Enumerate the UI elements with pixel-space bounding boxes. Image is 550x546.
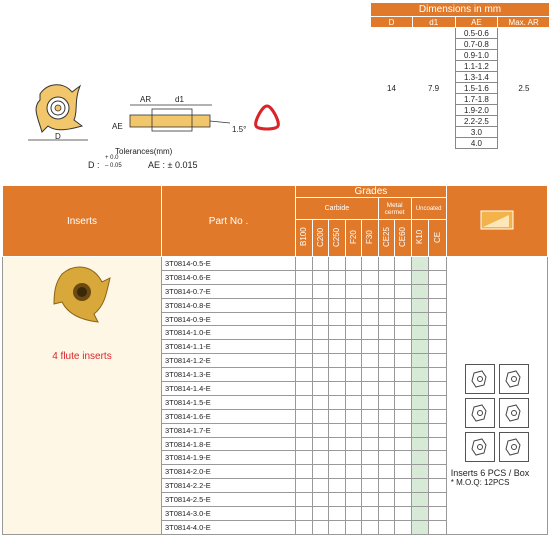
grade-cell bbox=[312, 409, 329, 423]
grade-cell bbox=[296, 326, 313, 340]
part-number-cell: 3T0814-4.0-E bbox=[161, 520, 295, 534]
grade-cell bbox=[345, 437, 362, 451]
grade-cell bbox=[395, 312, 412, 326]
grade-cell bbox=[296, 423, 313, 437]
dim-label-d1: d1 bbox=[175, 95, 184, 104]
grade-cell bbox=[312, 368, 329, 382]
grade-col-C250: C250 bbox=[329, 220, 346, 257]
dimensions-table bbox=[370, 2, 550, 149]
grade-cell bbox=[296, 520, 313, 534]
grade-cell bbox=[411, 507, 429, 521]
grade-cell bbox=[395, 493, 412, 507]
grade-cell bbox=[378, 312, 395, 326]
grade-cell bbox=[362, 423, 379, 437]
dim-label-AR: AR bbox=[140, 95, 152, 104]
dim-ae-value: 3.0 bbox=[455, 127, 498, 138]
grade-cell bbox=[296, 437, 313, 451]
grade-cell bbox=[345, 382, 362, 396]
grade-cell bbox=[395, 382, 412, 396]
grade-cell bbox=[378, 257, 395, 271]
grades-header: Grades bbox=[296, 186, 447, 198]
grade-cell bbox=[345, 520, 362, 534]
grade-cell bbox=[362, 368, 379, 382]
grade-cell bbox=[395, 340, 412, 354]
grade-cell bbox=[329, 451, 346, 465]
grade-cell bbox=[429, 451, 447, 465]
grade-cell bbox=[429, 382, 447, 396]
grade-cell bbox=[429, 298, 447, 312]
grade-cell bbox=[362, 382, 379, 396]
grade-cell bbox=[312, 312, 329, 326]
grade-cell bbox=[429, 409, 447, 423]
grade-cell bbox=[312, 298, 329, 312]
grade-cell bbox=[411, 437, 429, 451]
part-number-cell: 3T0814-0.9-E bbox=[161, 312, 295, 326]
insert-box-icon bbox=[465, 364, 495, 394]
grade-cell bbox=[329, 493, 346, 507]
grade-cell bbox=[378, 451, 395, 465]
grade-col-CE: CE bbox=[429, 220, 447, 257]
packaging-cell bbox=[446, 257, 547, 535]
grade-cell bbox=[329, 270, 346, 284]
grade-cell bbox=[296, 312, 313, 326]
grade-cell bbox=[429, 284, 447, 298]
dim-header-D: D bbox=[371, 17, 413, 28]
grade-cell bbox=[296, 507, 313, 521]
grade-cell bbox=[345, 298, 362, 312]
grade-cell bbox=[296, 284, 313, 298]
grade-cell bbox=[395, 257, 412, 271]
grade-cell bbox=[312, 437, 329, 451]
dim-ae-value: 1.1-1.2 bbox=[455, 61, 498, 72]
grade-cell bbox=[329, 507, 346, 521]
grade-cell bbox=[395, 270, 412, 284]
grade-cell bbox=[378, 409, 395, 423]
tolerance-D-minus: – 0.05 bbox=[105, 163, 122, 169]
grade-cell bbox=[312, 479, 329, 493]
grade-cell bbox=[345, 479, 362, 493]
dim-ae-value: 0.7-0.8 bbox=[455, 39, 498, 50]
grade-cell bbox=[329, 368, 346, 382]
grade-cell bbox=[378, 465, 395, 479]
grade-cell bbox=[429, 395, 447, 409]
grade-cell bbox=[411, 270, 429, 284]
dim-ae-value: 2.2-2.5 bbox=[455, 116, 498, 127]
grade-cell bbox=[429, 354, 447, 368]
grade-cell bbox=[296, 382, 313, 396]
grade-cell bbox=[362, 520, 379, 534]
grade-cell bbox=[345, 326, 362, 340]
grade-cell bbox=[411, 451, 429, 465]
grade-cell bbox=[411, 326, 429, 340]
grade-cell bbox=[378, 507, 395, 521]
grade-cell bbox=[345, 493, 362, 507]
grade-cell bbox=[395, 479, 412, 493]
packaging-text: Inserts 6 PCS / Box bbox=[450, 467, 530, 478]
grade-cell bbox=[329, 340, 346, 354]
grade-cell bbox=[429, 437, 447, 451]
grade-cell bbox=[329, 479, 346, 493]
grade-cell bbox=[296, 409, 313, 423]
part-number-cell: 3T0814-0.5-E bbox=[161, 257, 295, 271]
grade-cell bbox=[362, 270, 379, 284]
grade-cell bbox=[411, 423, 429, 437]
grade-cell bbox=[362, 507, 379, 521]
part-number-cell: 3T0814-1.3-E bbox=[161, 368, 295, 382]
grade-cell bbox=[345, 507, 362, 521]
insert-image-cell bbox=[3, 257, 162, 535]
grade-cell bbox=[378, 354, 395, 368]
grade-cell bbox=[296, 493, 313, 507]
grade-cell bbox=[345, 423, 362, 437]
part-number-cell: 3T0814-0.6-E bbox=[161, 270, 295, 284]
dim-header-max-ar: Max. AR bbox=[498, 17, 550, 28]
grade-cell bbox=[362, 437, 379, 451]
grade-cell bbox=[362, 312, 379, 326]
grade-cell bbox=[345, 270, 362, 284]
grade-cell bbox=[362, 409, 379, 423]
grade-cell bbox=[411, 395, 429, 409]
grade-cell bbox=[312, 354, 329, 368]
grade-cell bbox=[395, 409, 412, 423]
grade-cell bbox=[411, 340, 429, 354]
group-metal-cermet: Metal cermet bbox=[378, 198, 411, 220]
grade-cell bbox=[329, 520, 346, 534]
grade-cell bbox=[411, 354, 429, 368]
part-number-cell: 3T0814-1.5-E bbox=[161, 395, 295, 409]
grade-cell bbox=[296, 395, 313, 409]
grade-cell bbox=[429, 326, 447, 340]
grade-cell bbox=[378, 520, 395, 534]
grade-cell bbox=[378, 382, 395, 396]
grade-cell bbox=[429, 507, 447, 521]
grade-cell bbox=[329, 312, 346, 326]
grade-cell bbox=[345, 368, 362, 382]
dim-header-d1: d1 bbox=[413, 17, 456, 28]
grade-cell bbox=[362, 354, 379, 368]
grade-cell bbox=[329, 437, 346, 451]
grade-cell bbox=[296, 354, 313, 368]
dim-ae-value: 1.3-1.4 bbox=[455, 72, 498, 83]
tolerance-D-plus: + 0.0 bbox=[105, 155, 119, 161]
grade-cell bbox=[329, 284, 346, 298]
grade-cell bbox=[345, 284, 362, 298]
insert-box-icon bbox=[499, 364, 529, 394]
part-number-cell: 3T0814-1.9-E bbox=[161, 451, 295, 465]
grade-cell bbox=[312, 395, 329, 409]
grade-cell bbox=[395, 520, 412, 534]
inserts-table bbox=[2, 185, 548, 535]
part-number-cell: 3T0814-0.7-E bbox=[161, 284, 295, 298]
grade-cell bbox=[411, 257, 429, 271]
part-number-cell: 3T0814-3.0-E bbox=[161, 507, 295, 521]
grade-cell bbox=[429, 368, 447, 382]
part-number-cell: 3T0814-1.7-E bbox=[161, 423, 295, 437]
grade-cell bbox=[329, 382, 346, 396]
group-uncoated: Uncoated bbox=[411, 198, 446, 220]
part-number-cell: 3T0814-1.4-E bbox=[161, 382, 295, 396]
grade-cell bbox=[411, 312, 429, 326]
grade-cell bbox=[296, 257, 313, 271]
part-number-cell: 3T0814-2.5-E bbox=[161, 493, 295, 507]
grade-cell bbox=[312, 465, 329, 479]
grade-cell bbox=[312, 423, 329, 437]
grade-cell bbox=[296, 368, 313, 382]
grade-cell bbox=[362, 326, 379, 340]
group-carbide: Carbide bbox=[296, 198, 379, 220]
grade-cell bbox=[411, 465, 429, 479]
dim-label-D: D bbox=[55, 132, 61, 141]
grade-cell bbox=[345, 257, 362, 271]
grade-cell bbox=[362, 493, 379, 507]
grade-cell bbox=[312, 382, 329, 396]
grade-cell bbox=[329, 326, 346, 340]
part-number-cell: 3T0814-1.8-E bbox=[161, 437, 295, 451]
dim-label-AE: AE bbox=[112, 122, 123, 131]
grade-cell bbox=[329, 354, 346, 368]
grade-col-B100: B100 bbox=[296, 220, 313, 257]
grade-cell bbox=[429, 257, 447, 271]
part-number-cell: 3T0814-1.0-E bbox=[161, 326, 295, 340]
grade-cell bbox=[329, 257, 346, 271]
grade-cell bbox=[395, 284, 412, 298]
grade-cell bbox=[345, 409, 362, 423]
grade-cell bbox=[329, 423, 346, 437]
grade-cell bbox=[395, 298, 412, 312]
grade-cell bbox=[296, 465, 313, 479]
dimensions-title: Dimensions in mm bbox=[371, 3, 550, 17]
grade-cell bbox=[395, 423, 412, 437]
tolerances-title: Tolerances(mm) bbox=[115, 147, 173, 156]
grade-cell bbox=[345, 312, 362, 326]
grade-cell bbox=[296, 298, 313, 312]
grade-cell bbox=[296, 270, 313, 284]
insert-box-icon bbox=[499, 432, 529, 462]
grade-col-CE25: CE25 bbox=[378, 220, 395, 257]
insert-box-icon bbox=[465, 398, 495, 428]
insert-type-label: 4 flute inserts bbox=[52, 351, 112, 362]
dim-ae-value: 1.5-1.6 bbox=[455, 83, 498, 94]
dim-ae-value: 1.9-2.0 bbox=[455, 105, 498, 116]
grade-col-CE60: CE60 bbox=[395, 220, 412, 257]
grade-cell bbox=[429, 312, 447, 326]
grade-cell bbox=[395, 354, 412, 368]
grade-cell bbox=[329, 409, 346, 423]
grade-cell bbox=[395, 507, 412, 521]
dim-ae-value: 4.0 bbox=[455, 138, 498, 149]
dim-ae-value: 1.7-1.8 bbox=[455, 94, 498, 105]
grade-cell bbox=[296, 340, 313, 354]
insert-box-icon bbox=[499, 398, 529, 428]
grade-cell bbox=[345, 340, 362, 354]
grade-cell bbox=[345, 354, 362, 368]
dim-value-D: 14 bbox=[387, 83, 396, 93]
grade-cell bbox=[362, 257, 379, 271]
grade-cell bbox=[429, 493, 447, 507]
grade-cell bbox=[395, 437, 412, 451]
grade-cell bbox=[362, 465, 379, 479]
grade-col-C200: C200 bbox=[312, 220, 329, 257]
insert-photo bbox=[47, 257, 117, 327]
part-number-cell: 3T0814-1.6-E bbox=[161, 409, 295, 423]
grade-cell bbox=[312, 507, 329, 521]
grade-cell bbox=[411, 368, 429, 382]
dim-value-d1: 7.9 bbox=[427, 83, 440, 93]
dim-ae-value: 0.9-1.0 bbox=[455, 50, 498, 61]
grade-cell bbox=[362, 479, 379, 493]
insert-grade-icon bbox=[479, 209, 515, 231]
dim-header-AE: AE bbox=[455, 17, 498, 28]
grade-cell bbox=[395, 326, 412, 340]
grade-cell bbox=[429, 423, 447, 437]
moq-text: * M.O.Q: 12PCS bbox=[450, 477, 510, 487]
part-number-cell: 3T0814-1.1-E bbox=[161, 340, 295, 354]
grade-cell bbox=[362, 340, 379, 354]
grade-cell bbox=[312, 257, 329, 271]
grade-cell bbox=[429, 340, 447, 354]
grade-cell bbox=[429, 479, 447, 493]
grade-col-F20: F20 bbox=[345, 220, 362, 257]
grade-cell bbox=[362, 298, 379, 312]
insert-box-icon bbox=[465, 432, 495, 462]
tolerance-D-label: D : bbox=[88, 160, 100, 170]
part-number-cell: 3T0814-1.2-E bbox=[161, 354, 295, 368]
grade-cell bbox=[378, 423, 395, 437]
grade-cell bbox=[378, 479, 395, 493]
grade-cell bbox=[329, 298, 346, 312]
grade-cell bbox=[312, 284, 329, 298]
grade-col-F30: F30 bbox=[362, 220, 379, 257]
dim-label-angle: 1.5° bbox=[232, 125, 247, 134]
grade-cell bbox=[329, 395, 346, 409]
grade-col-K10: K10 bbox=[411, 220, 429, 257]
grade-cell bbox=[411, 409, 429, 423]
grade-cell bbox=[345, 451, 362, 465]
col-part-header: Part No . bbox=[161, 186, 295, 257]
grade-cell bbox=[312, 326, 329, 340]
dim-ae-value: 0.5-0.6 bbox=[455, 28, 498, 39]
triangle-profile-icon bbox=[250, 102, 284, 134]
grade-cell bbox=[378, 340, 395, 354]
grade-cell bbox=[345, 465, 362, 479]
grade-cell bbox=[312, 270, 329, 284]
grade-cell bbox=[296, 451, 313, 465]
part-number-cell: 3T0814-2.0-E bbox=[161, 465, 295, 479]
grade-cell bbox=[429, 465, 447, 479]
dim-value-max-ar: 2.5 bbox=[518, 83, 530, 93]
grade-cell bbox=[378, 284, 395, 298]
grade-cell bbox=[362, 395, 379, 409]
grade-cell bbox=[312, 520, 329, 534]
grade-cell bbox=[411, 284, 429, 298]
grade-cell bbox=[378, 493, 395, 507]
grade-cell bbox=[329, 465, 346, 479]
grade-cell bbox=[378, 368, 395, 382]
grade-cell bbox=[362, 451, 379, 465]
grade-cell bbox=[378, 326, 395, 340]
grade-cell bbox=[395, 451, 412, 465]
grade-cell bbox=[429, 520, 447, 534]
grade-cell bbox=[411, 382, 429, 396]
grade-cell bbox=[411, 520, 429, 534]
grade-icon-header bbox=[446, 186, 547, 257]
grade-cell bbox=[429, 270, 447, 284]
grade-cell bbox=[362, 284, 379, 298]
grade-cell bbox=[395, 465, 412, 479]
grade-cell bbox=[411, 493, 429, 507]
grade-cell bbox=[411, 479, 429, 493]
grade-cell bbox=[378, 270, 395, 284]
part-number-cell: 3T0814-2.2-E bbox=[161, 479, 295, 493]
grade-cell bbox=[378, 298, 395, 312]
grade-cell bbox=[345, 395, 362, 409]
grade-cell bbox=[312, 451, 329, 465]
grade-cell bbox=[395, 368, 412, 382]
grade-cell bbox=[312, 340, 329, 354]
grade-cell bbox=[395, 395, 412, 409]
col-inserts-header: Inserts bbox=[3, 186, 162, 257]
tolerance-AE: AE : ± 0.015 bbox=[148, 160, 198, 170]
grade-cell bbox=[378, 395, 395, 409]
grade-cell bbox=[296, 479, 313, 493]
grade-cell bbox=[411, 298, 429, 312]
part-number-cell: 3T0814-0.8-E bbox=[161, 298, 295, 312]
grade-cell bbox=[378, 437, 395, 451]
grade-cell bbox=[312, 493, 329, 507]
table-row bbox=[3, 257, 548, 271]
